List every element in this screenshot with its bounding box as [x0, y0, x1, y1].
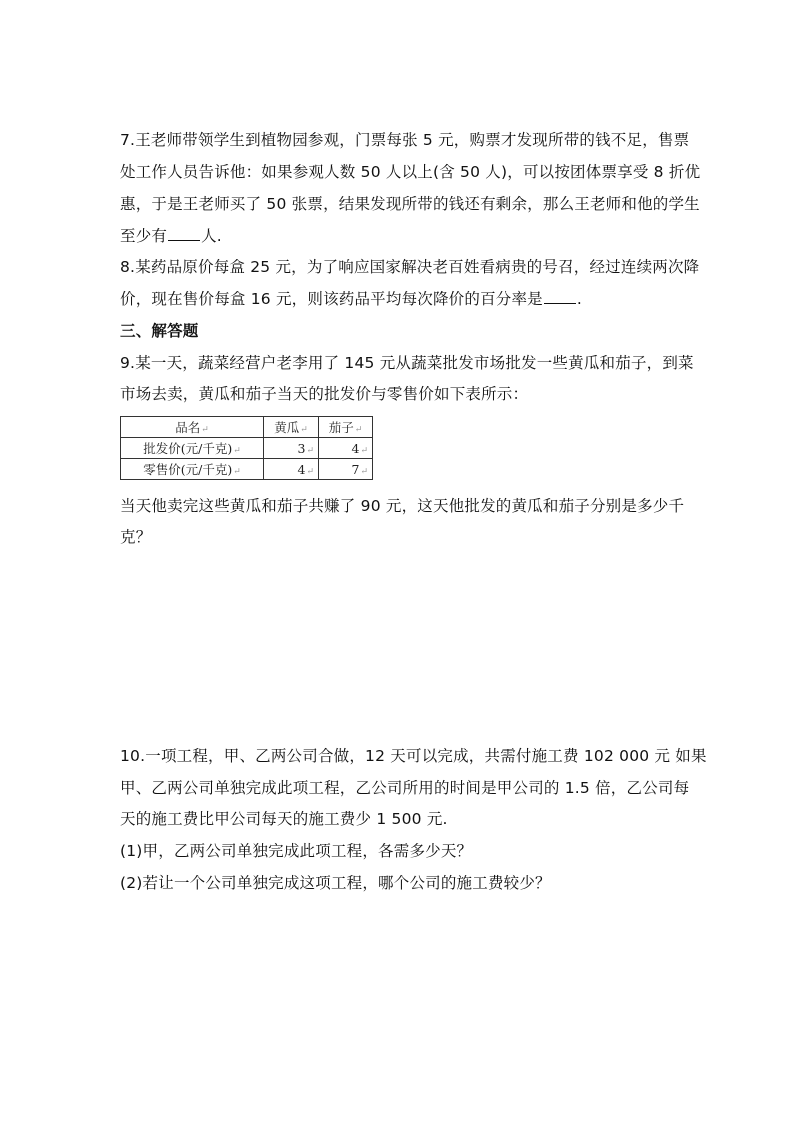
price-table-header-row	[121, 417, 373, 438]
q7-line-4-before: 至少有	[120, 227, 168, 245]
price-table	[120, 416, 373, 480]
q8-line-2-after: .	[576, 290, 583, 308]
price-table-cell: 零售价(元/千克)↵	[121, 459, 264, 480]
q10-line-2: 甲、乙两公司单独完成此项工程，乙公司所用的时间是甲公司的 1.5 倍，乙公司每	[120, 779, 690, 797]
q10-sub-question-2: (2)若让一个公司单独完成这项工程，哪个公司的施工费较少？	[120, 874, 551, 892]
price-table-cell: 4↵	[319, 438, 373, 459]
q8-line-1: 8.某药品原价每盒 25 元，为了响应国家解决老百姓看病贵的号召，经过连续两次降	[120, 258, 700, 276]
price-table-header-cell: 品名↵	[121, 417, 264, 438]
q8-line-2	[120, 289, 582, 309]
price-table-cell: 批发价(元/千克)↵	[121, 438, 264, 459]
q8-answer-blank	[544, 289, 576, 304]
q9-line-2: 市场去卖，黄瓜和茄子当天的批发价与零售价如下表所示：	[120, 385, 529, 403]
q10-line-3: 天的施工费比甲公司每天的施工费少 1 500 元.	[120, 810, 448, 828]
price-table-row	[121, 459, 373, 480]
q9-line-4: 克？	[120, 528, 152, 546]
price-table-cell: 7↵	[319, 459, 373, 480]
q9-line-3: 当天他卖完这些黄瓜和茄子共赚了 90 元，这天他批发的黄瓜和茄子分别是多少千	[120, 497, 685, 515]
q10-line-1: 10.一项工程，甲、乙两公司合做，12 天可以完成，共需付施工费 102 000 元 如果	[120, 747, 707, 765]
q7-line-2: 处工作人员告诉他：如果参观人数 50 人以上(含 50 人)，可以按团体票享受 8 折优	[120, 163, 701, 181]
q8-line-2-before: 价，现在售价每盒 16 元，则该药品平均每次降价的百分率是	[120, 290, 543, 308]
price-table-header-cell: 黄瓜↵	[264, 417, 319, 438]
q7-line-1: 7.王老师带领学生到植物园参观，门票每张 5 元，购票才发现所带的钱不足，售票	[120, 131, 690, 149]
q9-line-1: 9.某一天，蔬菜经营户老李用了 145 元从蔬菜批发市场批发一些黄瓜和茄子，到菜	[120, 354, 694, 372]
q7-line-4	[120, 226, 222, 246]
q7-answer-blank	[168, 226, 200, 241]
q7-line-3: 惠，于是王老师买了 50 张票，结果发现所带的钱还有剩余，那么王老师和他的学生	[120, 195, 700, 213]
price-table-cell: 3↵	[264, 438, 319, 459]
q10-sub-question-1: (1)甲，乙两公司单独完成此项工程，各需多少天？	[120, 842, 473, 860]
section-heading: 三、解答题	[120, 322, 199, 340]
price-table-cell: 4↵	[264, 459, 319, 480]
price-table-header-cell: 茄子↵	[319, 417, 373, 438]
q7-line-4-after: 人.	[201, 227, 222, 245]
price-table-row	[121, 438, 373, 459]
